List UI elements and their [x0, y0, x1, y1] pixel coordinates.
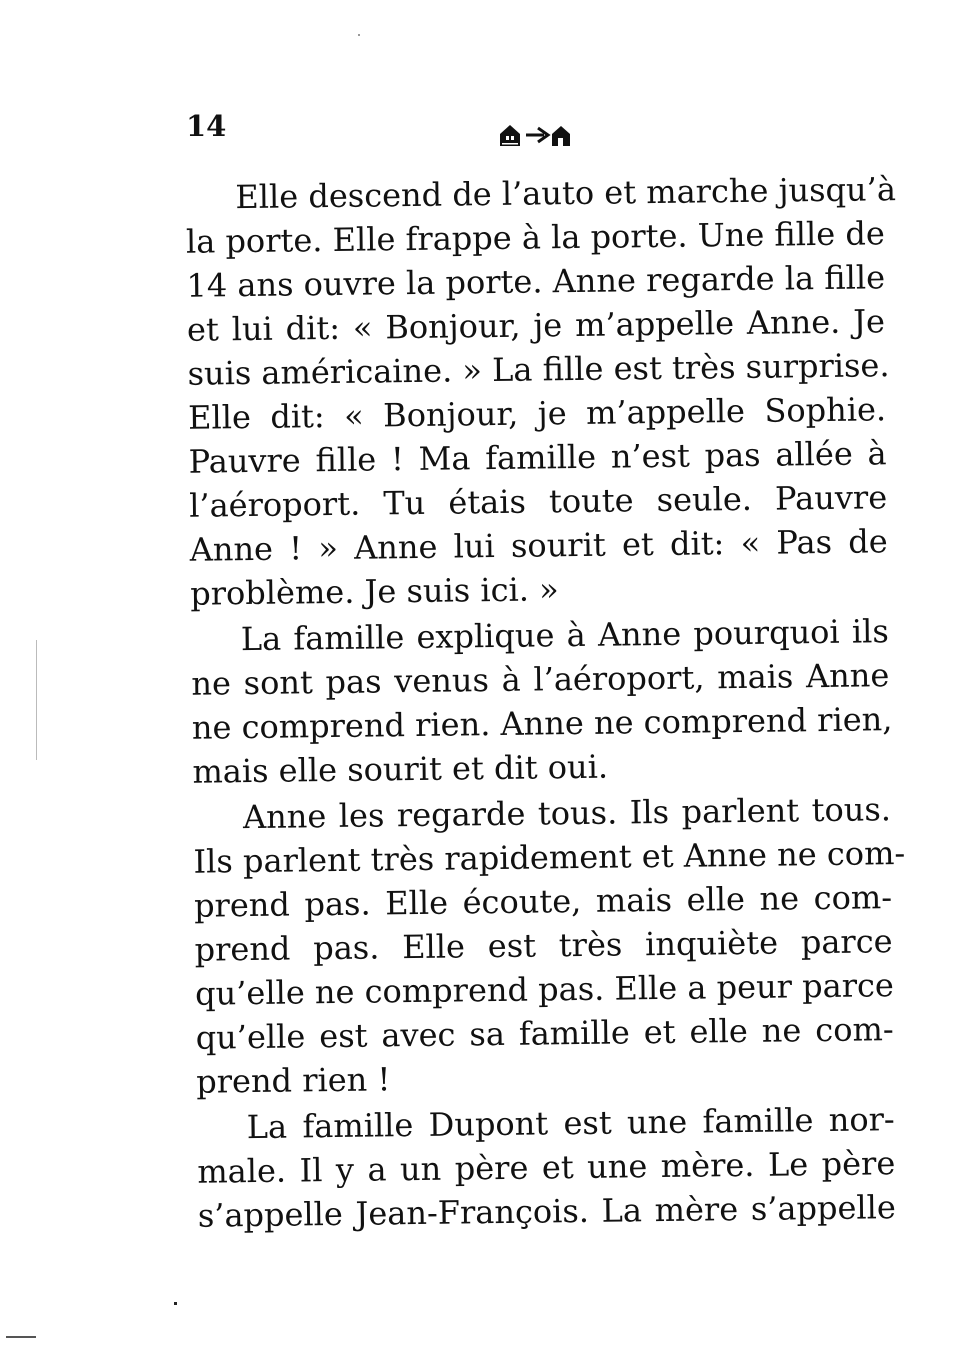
- scan-speck: [174, 1302, 177, 1305]
- text-line: Elle dit: « Bonjour, je m’appelle Sophie.: [187, 390, 887, 437]
- text-line: prend pas. Elle écoute, mais elle ne com-: [193, 878, 893, 925]
- text-line: qu’elle est avec sa famille et elle ne com-: [195, 1010, 894, 1057]
- text-line: problème. Je suis ici. »: [190, 570, 559, 613]
- text-line: et lui dit: « Bonjour, je m’appelle Anne. Je: [186, 302, 886, 349]
- text-line: s’appelle Jean-François. La mère s’appelle: [197, 1188, 897, 1235]
- text-line: Anne les regarde tous. Ils parlent tous.: [242, 790, 892, 837]
- text-line: prend rien !: [195, 1060, 391, 1101]
- scan-edge-mark: [36, 640, 37, 760]
- text-line: ne comprend rien. Anne ne comprend rien,: [191, 700, 893, 747]
- text-line: Pauvre fille ! Ma famille n’est pas allée à: [188, 434, 887, 481]
- text-line: prend pas. Elle est très inquiète parce: [194, 922, 893, 969]
- text-line: suis américaine. » La fille est très surprise.: [187, 346, 890, 393]
- text-line: ne sont pas venus à l’aéroport, mais Anne: [191, 656, 890, 703]
- text-line: Anne ! » Anne lui sourit et dit: « Pas de: [189, 522, 888, 569]
- scan-edge-mark: [6, 1336, 36, 1338]
- text-line: Ils parlent très rapidement et Anne ne com-: [193, 834, 906, 881]
- page-number: 14: [186, 109, 227, 143]
- text-line: Elle descend de l’auto et marche jusqu’à: [235, 170, 897, 217]
- text-line: la porte. Elle frappe à la porte. Une fille de: [185, 214, 885, 261]
- text-line: mais elle sourit et dit oui.: [192, 747, 609, 791]
- text-line: l’aéroport. Tu étais toute seule. Pauvre: [188, 478, 888, 525]
- text-line: 14 ans ouvre la porte. Anne regarde la fille: [186, 258, 886, 305]
- scan-speck: [358, 34, 360, 36]
- house-arrow-house-icon: [498, 120, 574, 148]
- text-line: La famille explique à Anne pourquoi ils: [240, 612, 889, 659]
- text-line: male. Il y a un père et une mère. Le père: [197, 1144, 896, 1191]
- text-line: La famille Dupont est une famille nor-: [246, 1100, 895, 1147]
- text-line: qu’elle ne comprend pas. Elle a peur parce: [194, 966, 895, 1013]
